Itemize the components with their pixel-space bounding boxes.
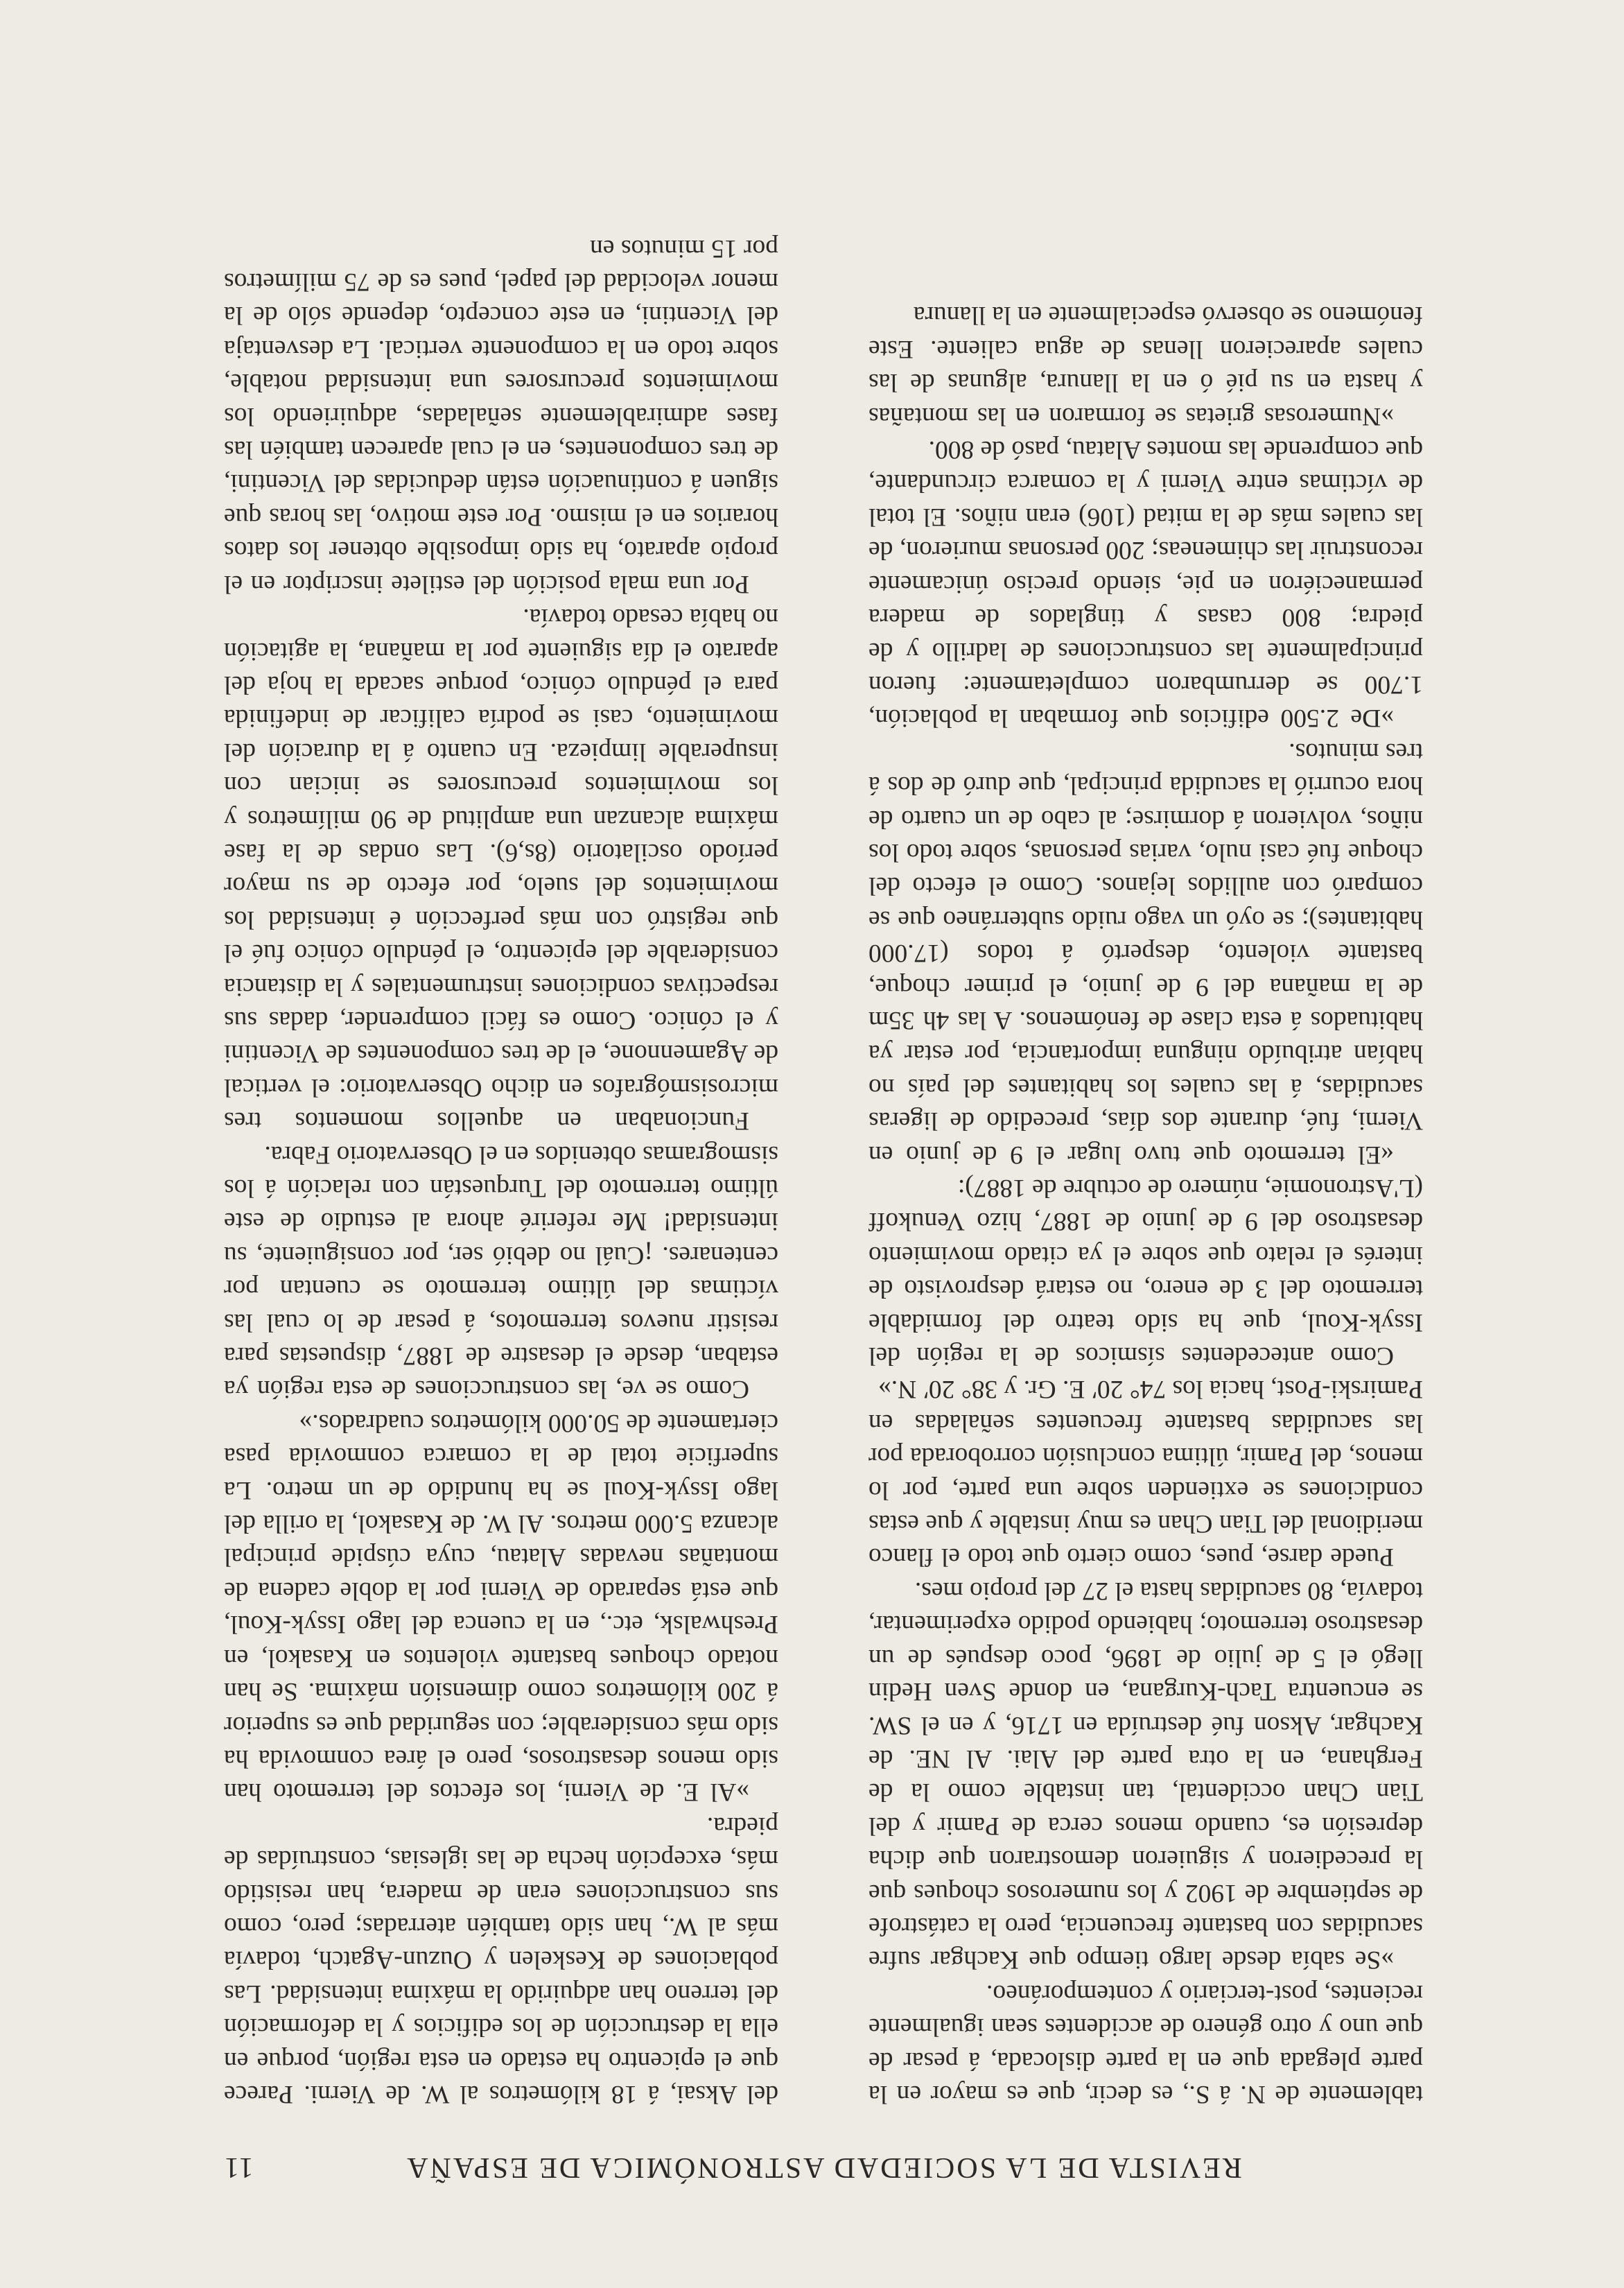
paragraph: del Aksai, á 18 kilómetros al W. de Vierni. Parece que el epicentro ha estado en esta región, porque en ella la destrucción de los edificios y la deformación del terreno han adquirido la máxima intensidad. Las poblaciones de Keskelen y Ouzun-Agatch, todavía más al W., han sido también aterradas; pero, como sus construcciones eran de madera, han resistido más, excepción hecha de las iglesias, construídas de piedra. [224,1811,778,2108]
left-column [868,298,1423,2111]
paragraph: Por una mala posición del estilete inscriptor en el propio aparato, ha sido imposible obtener los datos horarios en el mismo. Por este motivo, las horas que siguen á continuación están deducidas del Vicentini, de tres componentes, en el cual aparecen también las fases admirablemente señaladas, adquiriendo los movimientos precursores una intensidad notable, sobre todo en la componente vertical. La desventaja del Vicentini, en este concepto, depende sólo de la menor velocidad del papel, pues es de 75 milímetros por 15 minutos en [224,234,778,598]
running-head [224,2142,1423,2184]
page-number: 11 [224,2151,254,2183]
paragraph: Como antecedentes sísmicos de la región del Issyk-Koul, que ha sido teatro del formidable terremoto del 3 de enero, no estará desprovisto de interés el relato que sobre el ya citado movimiento desastroso del 9 de junio de 1887, hizo Venukoff (L'Astronomie, número de octubre de 1887): [868,1174,1423,1371]
paragraph: tablemente de N. á S., es decir, que es mayor en la parte plegada que en la parte dislocada, á pesar de que uno y otro género de accidentes sean igualmente recientes, post-terciario y contemporáneo. [868,1979,1423,2108]
paragraph: Puede darse, pues, como cierto que todo el flanco meridional del Tian Chan es muy instable y que estas condiciones se extienden sobre una parte, por lo menos, del Pamir, última conclusión corroborada por las sacudidas bastante frecuentes señaladas en Pamirski-Post, hacia los 74° 20′ E. Gr. y 38° 20′ N.» [868,1375,1423,1572]
journal-title: REVISTA DE LA SOCIEDAD ASTRONÓMICA DE ESPAÑA [405,2151,1242,2183]
paragraph: Funcionaban en aquellos momentos tres microsismógrafos en dicho Observatorio: el vertical de Agamennone, el de tres componentes de Vicentini y el cónico. Como es fácil comprender, dadas sus respectivas condiciones instrumentales y la distancia considerable del epicentro, el péndulo cónico fué el que registró con más perfección é intensidad los movimientos del suelo, por efecto de su mayor período oscilatorio (8s,6). Las ondas de la fase máxima alcanzan una amplitud de 90 milímetros y los movimientos precursores se inician con insuperable limpieza. En cuanto á la duración del movimiento, casi se podría calificar de indefinida para el péndulo cónico, porque sacada la hoja del aparato el día siguiente por la mañana, la agitación no había cesado todavía. [224,603,778,1136]
paragraph: »Al E. de Vierni, los efectos del terremoto han sido menos desastrosos, pero el área conmovida ha sido más considerable; con seguridad que es superior á 200 kilómetros como dimensión máxima. Se han notado choques bastante violentos en Kasakol, en Preshwalsk, etc., en la cuenca del lago Issyk-Koul, que está separado de Vierni por la doble cadena de montañas nevadas Alatau, cuya cúspide principal alcanza 5.000 metros. Al W. de Kasakol, la orilla del lago Issyk-Koul se ha hundido de un metro. La superficie total de la comarca conmovida pasa ciertamente de 50.000 kilómetros cuadrados.» [224,1408,778,1807]
right-column [224,231,778,2111]
paragraph: »Se sabía desde largo tiempo que Kachgar sufre sacudidas con bastante frecuencia, pero la catástrofe de septiembre de 1902 y los numerosos choques que la precedieron y siguieron demostraron que dicha depresión es, cuando menos cerca de Pamir y del Tian Chan occidental, tan instable como la de Ferghana, en la otra parte del Alai. Al NE. de Kachgar, Akson fué destruída en 1716, y en el SW. se encuentra Tach-Kurgana, en donde Sven Hedin llegó el 5 de julio de 1896, poco después de un desastroso terremoto; habiendo podido experimentar, todavía, 80 sacudidas hasta el 27 del propio mes. [868,1576,1423,1975]
paragraph: Como se ve, las construcciones de esta región ya estaban, desde el desastre de 1887, dispuestas para resistir nuevos terremotos, á pesar de lo cual las víctimas del último terremoto se cuentan por centenares. ¡Cuál no debió ser, por consiguiente, su intensidad! Me referiré ahora al estudio de este último terremoto del Turquestán con relación á los sismogramas obtenidos en el Observatorio Fabra. [224,1140,778,1404]
paragraph: »Numerosas grietas se formaron en las montañas y hasta en su pié ó en la llanura, algunas de las cuales aparecieron llenas de agua caliente. Este fenómeno se observó especialmente en la llanura [868,301,1423,431]
paragraph: «El terremoto que tuvo lugar el 9 de junio en Vierni, fué, durante dos días, precedido de ligeras sacudidas, á las cuales los habitantes del país no habían atribuído ninguna importancia, por estar ya habituados á esta clase de fenómenos. A las 4h 35m de la mañana del 9 de junio, el primer choque, bastante violento, despertó á todos (17.000 habitantes); se oyó un vago ruido subterráneo que se comparó con aullidos lejanos. Como el efecto del choque fué casi nulo, varias personas, sobre todo los niños, volvieron á dormirse; al cabo de un cuarto de hora ocurrió la sacudida principal, que duró de dos á tres minutos. [868,737,1423,1169]
paragraph: »De 2.500 edificios que formaban la población, 1.700 se derrumbaron completamente: fueron principalmente las construcciones de ladrillo y de piedra; 800 casas y tinglados de madera permaneciéron en pie, siendo preciso únicamente reconstruir las chimeneas; 200 personas murieron, de las cuales más de la mitad (106) eran niños. El total de víctimas entre Vierni y la comarca circundante, que comprende las montes Alatau, pasó de 800. [868,435,1423,733]
